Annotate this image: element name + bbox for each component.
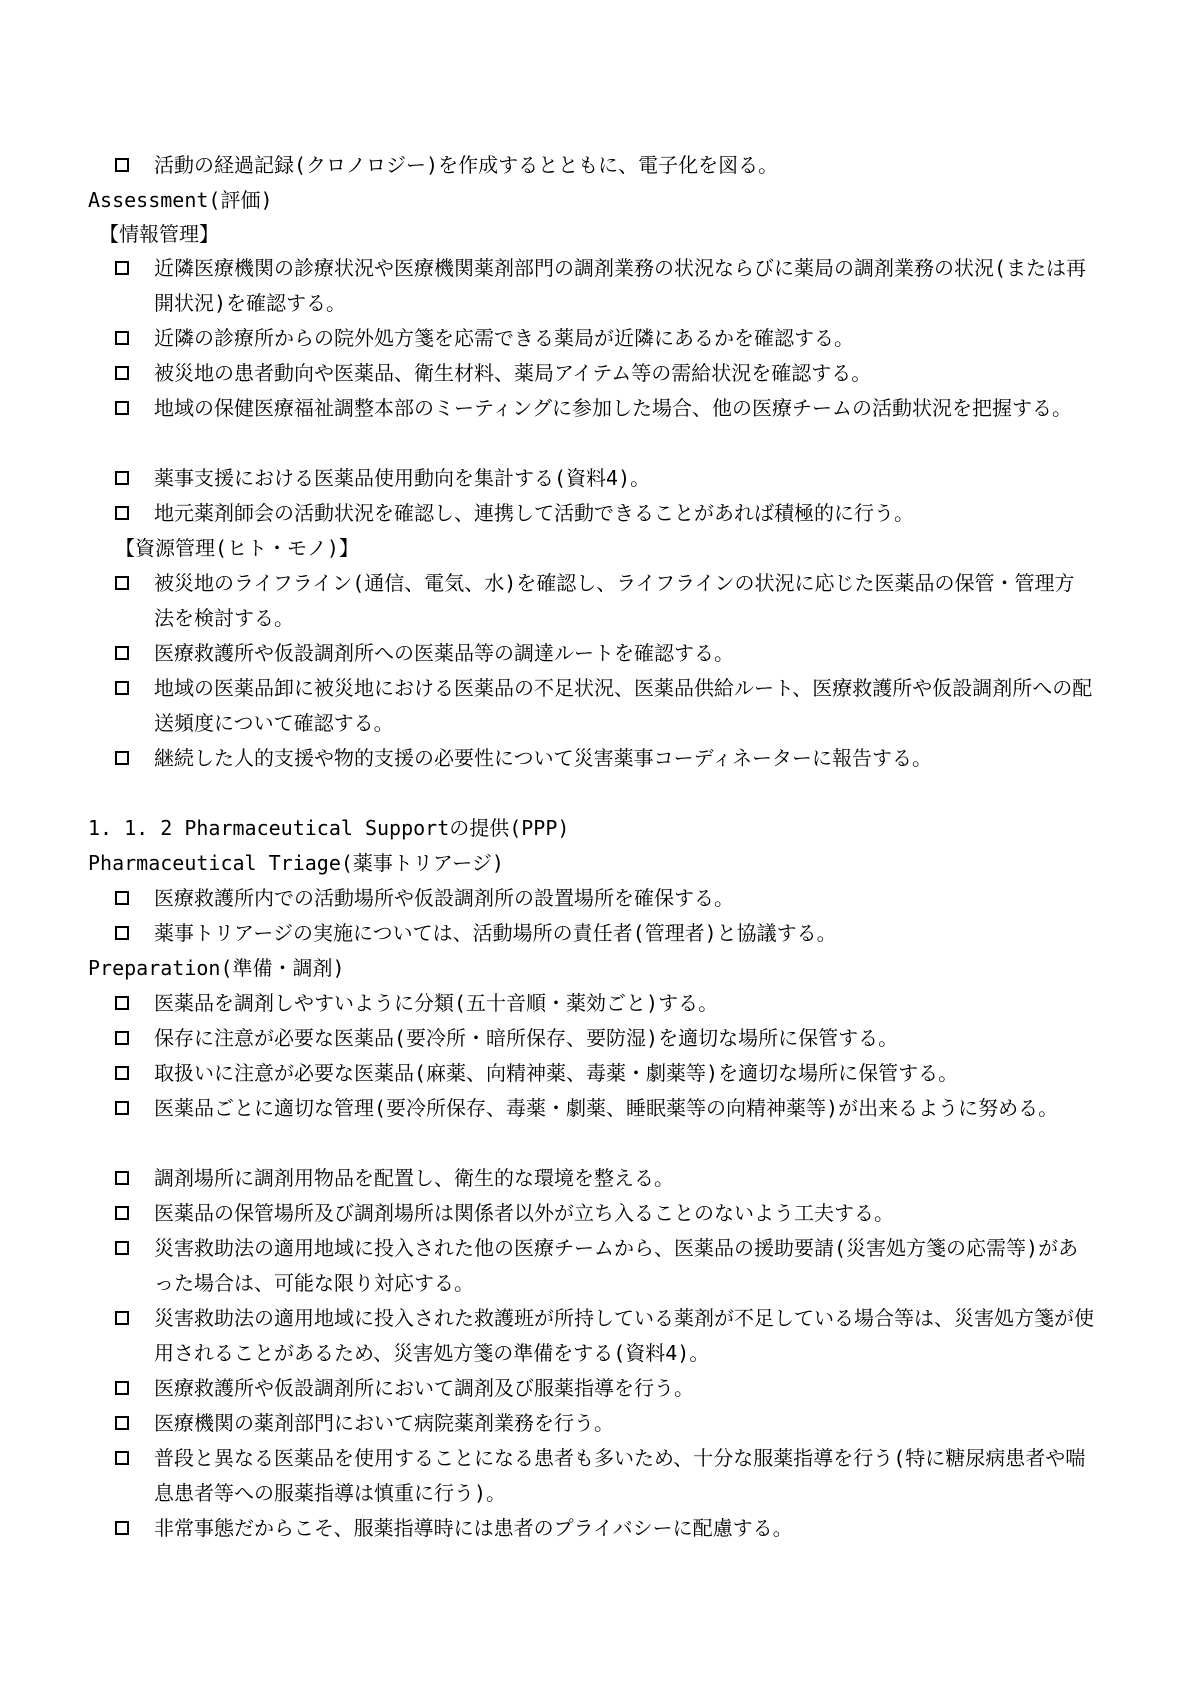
checkbox-empty-icon [115,891,129,905]
info-management-heading: 【情報管理】 [99,222,219,246]
checklist-item: 医療救護所や仮設調剤所への医薬品等の調達ルートを確認する。 [154,641,734,665]
checkbox-empty-icon [115,646,129,660]
assessment-title: Assessment(評価) [88,188,273,212]
checkbox-empty-icon [115,681,129,695]
checkbox-empty-icon [115,576,129,590]
checklist-item: 取扱いに注意が必要な医薬品(麻薬、向精神薬、毒薬・劇薬等)を適切な場所に保管する。 [154,1061,959,1085]
checklist-item: 医療救護所内での活動場所や仮設調剤所の設置場所を確保する。 [154,886,734,910]
checkbox-empty-icon [115,926,129,940]
checkbox-empty-icon [115,506,129,520]
checklist-item: 被災地のライフライン(通信、電気、水)を確認し、ライフラインの状況に応じた医薬品の保管・管理方法を検討する。 [154,571,1075,630]
checklist-item: 近隣医療機関の診療状況や医療機関薬剤部門の調剤業務の状況ならびに薬局の調剤業務の状況(または再開状況)を確認する。 [154,256,1087,315]
checkbox-empty-icon [115,1101,129,1115]
checklist-item: 保存に注意が必要な医薬品(要冷所・暗所保存、要防湿)を適切な場所に保管する。 [154,1026,899,1050]
checklist-item: 薬事支援における医薬品使用動向を集計する(資料4)。 [154,466,651,490]
checkbox-empty-icon [115,1311,129,1325]
checklist-item: 医薬品ごとに適切な管理(要冷所保存、毒薬・劇薬、睡眠薬等の向精神薬等)が出来るように努める。 [154,1096,1059,1120]
checklist-item: 普段と異なる医薬品を使用することになる患者も多いため、十分な服薬指導を行う(特に糖尿病患者や喘息患者等への服薬指導は慎重に行う)。 [154,1446,1086,1505]
checklist-item: 調剤場所に調剤用物品を配置し、衛生的な環境を整える。 [154,1166,674,1190]
checklist-item: 地域の医薬品卸に被災地における医薬品の不足状況、医薬品供給ルート、医療救護所や仮設調剤所への配送頻度について確認する。 [154,676,1093,735]
checkbox-empty-icon [115,1416,129,1430]
checklist-item-chronology: 活動の経過記録(クロノロジー)を作成するとともに、電子化を図る。 [154,153,779,177]
checkbox-empty-icon [115,996,129,1010]
checkbox-empty-icon [115,1241,129,1255]
triage-title: Pharmaceutical Triage(薬事トリアージ) [88,851,504,875]
checkbox-empty-icon [115,401,129,415]
checklist-item: 地元薬剤師会の活動状況を確認し、連携して活動できることがあれば積極的に行う。 [154,501,914,525]
checkbox-empty-icon [115,751,129,765]
checkbox-empty-icon [115,471,129,485]
checkbox-empty-icon [115,331,129,345]
checkbox-empty-icon [115,158,129,172]
preparation-title: Preparation(準備・調剤) [88,956,345,980]
checklist-item: 医療機関の薬剤部門において病院薬剤業務を行う。 [154,1411,614,1435]
checkbox-empty-icon [115,1066,129,1080]
checklist-item: 被災地の患者動向や医薬品、衛生材料、薬局アイテム等の需給状況を確認する。 [154,361,872,385]
checklist-item: 災害救助法の適用地域に投入された他の医療チームから、医薬品の援助要請(災害処方箋の応需等)があった場合は、可能な限り対応する。 [154,1236,1079,1295]
checklist-item: 継続した人的支援や物的支援の必要性について災害薬事コーディネーターに報告する。 [154,746,932,770]
checkbox-empty-icon [115,261,129,275]
checkbox-empty-icon [115,1521,129,1535]
checklist-item: 医薬品の保管場所及び調剤場所は関係者以外が立ち入ることのないよう工夫する。 [154,1201,894,1225]
checkbox-empty-icon [115,1031,129,1045]
checklist-item: 近隣の診療所からの院外処方箋を応需できる薬局が近隣にあるかを確認する。 [154,326,854,350]
checklist-item: 地域の保健医療福祉調整本部のミーティングに参加した場合、他の医療チームの活動状況を把握する。 [154,396,1072,420]
ppp-section-title: 1. 1. 2 Pharmaceutical Supportの提供(PPP) [88,816,570,840]
checkbox-empty-icon [115,1171,129,1185]
checkbox-empty-icon [115,1206,129,1220]
checkbox-empty-icon [115,1451,129,1465]
resource-management-heading: 【資源管理(ヒト・モノ)】 [115,536,359,560]
checkbox-empty-icon [115,366,129,380]
checklist-item: 医療救護所や仮設調剤所において調剤及び服薬指導を行う。 [154,1376,694,1400]
checkbox-empty-icon [115,1381,129,1395]
checklist-item: 災害救助法の適用地域に投入された救護班が所持している薬剤が不足している場合等は、災害処方箋が使用されることがあるため、災害処方箋の準備をする(資料4)。 [154,1306,1094,1365]
checklist-item: 医薬品を調剤しやすいように分類(五十音順・薬効ごと)する。 [154,991,719,1015]
checklist-item: 非常事態だからこそ、服薬指導時には患者のプライバシーに配慮する。 [154,1516,793,1540]
checklist-item: 薬事トリアージの実施については、活動場所の責任者(管理者)と協議する。 [154,921,837,945]
